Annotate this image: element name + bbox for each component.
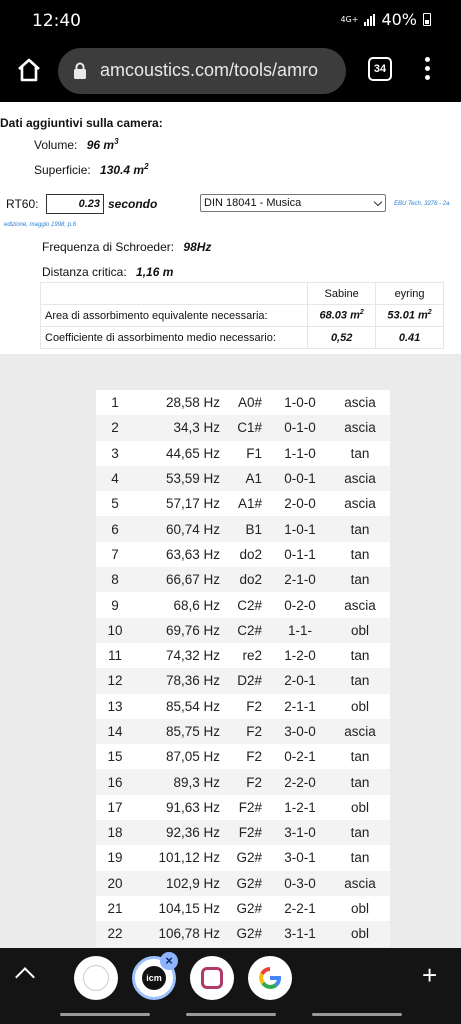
- mode-indices: 1-1-0: [284, 445, 316, 461]
- mode-note: A1#: [237, 496, 262, 512]
- network-type: 4G+: [340, 14, 359, 24]
- rt60-input[interactable]: 0.23: [46, 194, 104, 214]
- mode-index: 3: [111, 445, 119, 461]
- row-coeff-label: Coefficiente di assorbimento medio necessario:: [41, 327, 308, 349]
- mode-index: 13: [107, 698, 123, 714]
- row-coeff-sabine: 0,52: [308, 327, 376, 349]
- mode-type: tan: [350, 521, 370, 537]
- mode-index: 10: [107, 622, 123, 638]
- mode-frequency: 53,59 Hz: [165, 471, 220, 487]
- mode-note: do2: [239, 546, 262, 562]
- mode-indices: 2-0-0: [284, 496, 316, 512]
- mode-frequency: 101,12 Hz: [158, 850, 220, 866]
- mode-frequency: 85,54 Hz: [165, 698, 220, 714]
- mode-index: 2: [111, 420, 119, 436]
- mode-row: [96, 415, 390, 440]
- absorption-row-coeff: [41, 327, 444, 349]
- schroeder-value: 98Hz: [183, 240, 212, 254]
- mode-row: [96, 820, 390, 845]
- surface-row: [34, 162, 149, 177]
- battery-percent: 40%: [381, 10, 417, 29]
- mode-type: ascia: [344, 471, 376, 487]
- critical-distance-value: 1,16 m: [136, 265, 174, 279]
- overflow-menu-icon[interactable]: [421, 55, 433, 85]
- mode-row: [96, 618, 390, 643]
- mode-row: [96, 744, 390, 769]
- surface-unit-sup: 2: [144, 162, 149, 171]
- mode-frequency: 60,74 Hz: [165, 521, 220, 537]
- google-icon: [259, 967, 281, 989]
- mode-frequency: 44,65 Hz: [165, 445, 220, 461]
- mode-frequency: 28,58 Hz: [165, 395, 220, 411]
- mode-frequency: 78,36 Hz: [165, 673, 220, 689]
- schroeder-label: Frequenza di Schroeder:: [42, 240, 175, 254]
- absorption-header-row: [41, 283, 444, 305]
- mode-row: [96, 921, 390, 946]
- mode-row: [96, 896, 390, 921]
- mode-indices: 3-1-0: [284, 825, 316, 841]
- mode-index: 1: [111, 395, 119, 411]
- tab-google[interactable]: [248, 956, 292, 1000]
- lock-icon: [73, 62, 87, 80]
- url-bar[interactable]: [58, 48, 346, 94]
- mode-row: [96, 542, 390, 567]
- mode-frequency: 92,36 Hz: [165, 825, 220, 841]
- rt60-unit: secondo: [108, 197, 158, 211]
- absorption-table: [40, 282, 444, 349]
- mode-indices: 0-0-1: [284, 471, 316, 487]
- mode-indices: 1-0-0: [284, 395, 316, 411]
- mode-type: tan: [350, 546, 370, 562]
- reference-link-cont[interactable]: edizione, maggio 1998, p.6: [4, 222, 77, 228]
- mode-index: 7: [111, 546, 119, 562]
- mode-row: [96, 466, 390, 491]
- mode-index: 11: [107, 648, 122, 664]
- mode-type: tan: [350, 648, 370, 664]
- mode-indices: 1-2-0: [284, 648, 316, 664]
- mode-type: obl: [350, 698, 369, 714]
- mode-index: 16: [107, 774, 123, 790]
- mode-index: 19: [107, 850, 123, 866]
- url-text: amcoustics.com/tools/amro: [100, 60, 319, 80]
- mode-type: ascia: [344, 724, 376, 739]
- mode-indices: 2-2-0: [284, 774, 316, 790]
- mode-note: C2#: [237, 597, 262, 613]
- mode-type: tan: [350, 445, 370, 461]
- row-area-sabine: 68.03 $m^2$: [308, 305, 376, 327]
- browser-toolbar: [0, 42, 461, 102]
- mode-note: C1#: [237, 420, 262, 436]
- standard-select-value: DIN 18041 - Musica: [204, 197, 302, 209]
- tab-bar: [0, 948, 461, 1006]
- chevron-up-icon[interactable]: [15, 967, 35, 987]
- mode-type: ascia: [344, 597, 376, 613]
- absorption-row-area: [41, 305, 444, 327]
- mode-row: [96, 769, 390, 794]
- surface-label: Superficie:: [34, 163, 91, 177]
- mode-row: [96, 694, 390, 719]
- mode-note: F2: [246, 749, 262, 765]
- mode-type: obl: [350, 622, 369, 638]
- mode-index: 21: [107, 901, 123, 917]
- mode-type: ascia: [344, 496, 376, 512]
- mode-note: G2#: [236, 901, 262, 917]
- mode-index: 4: [111, 471, 119, 487]
- mode-indices: 0-2-1: [284, 749, 316, 765]
- mode-indices: 1-1-: [287, 622, 312, 638]
- mode-frequency: 87,05 Hz: [165, 749, 220, 765]
- mode-index: 17: [107, 799, 123, 815]
- nav-handle-right: [312, 1013, 402, 1016]
- room-info-panel: [0, 102, 461, 354]
- mode-frequency: 85,75 Hz: [165, 724, 220, 739]
- row-area-eyring: 53.01 $m^2$: [376, 305, 444, 327]
- mode-frequency: 104,15 Hz: [158, 901, 220, 917]
- mode-type: tan: [350, 572, 370, 588]
- mode-indices: 0-1-0: [284, 420, 316, 436]
- nav-handle-left: [60, 1013, 150, 1016]
- instagram-icon: [201, 967, 223, 989]
- mode-type: obl: [350, 901, 369, 917]
- reference-link[interactable]: EBU Tech. 3276 - 2a: [394, 201, 450, 207]
- mode-frequency: 34,3 Hz: [173, 420, 220, 436]
- mode-frequency: 68,6 Hz: [173, 597, 220, 613]
- schroeder-row: [42, 240, 211, 254]
- mode-note: F1: [246, 445, 262, 461]
- status-time: 12:40: [32, 11, 81, 31]
- row-area-label: Area di assorbimento equivalente necessaria:: [41, 305, 308, 327]
- volume-label: Volume:: [34, 138, 78, 152]
- col-eyring: eyring: [376, 283, 444, 305]
- critical-distance-row: [42, 265, 173, 279]
- mode-indices: 2-1-1: [284, 698, 316, 714]
- close-tab-icon[interactable]: ×: [160, 952, 178, 970]
- mode-frequency: 89,3 Hz: [173, 774, 220, 790]
- mode-row: [96, 516, 390, 541]
- volume-value: 96 m: [86, 138, 115, 152]
- mode-type: ascia: [344, 875, 376, 891]
- mode-note: G2#: [236, 926, 262, 942]
- mode-index: 15: [107, 749, 123, 765]
- mode-index: 8: [111, 572, 119, 588]
- mode-indices: 3-1-1: [284, 926, 316, 942]
- mode-frequency: 102,9 Hz: [165, 875, 220, 891]
- tab-music-cafe[interactable]: [74, 956, 118, 1000]
- mode-indices: 3-0-1: [284, 850, 316, 866]
- mode-row: [96, 871, 390, 896]
- mode-type: tan: [350, 825, 370, 841]
- mode-type: obl: [350, 799, 369, 815]
- mode-note: A1: [245, 471, 262, 487]
- mode-row: [96, 390, 390, 415]
- status-bar: [0, 0, 461, 42]
- mode-frequency: 106,78 Hz: [158, 926, 220, 942]
- mode-index: 12: [107, 673, 123, 689]
- mode-note: re2: [242, 648, 262, 664]
- mode-index: 9: [111, 597, 119, 613]
- nav-handle-center: [186, 1013, 276, 1016]
- critical-distance-label: Distanza critica:: [42, 265, 127, 279]
- mode-row: [96, 567, 390, 592]
- battery-icon: [423, 13, 431, 26]
- row-coeff-eyring: 0.41: [376, 327, 444, 349]
- mode-note: F2#: [238, 799, 262, 815]
- status-right: [340, 10, 431, 29]
- mode-note: B1: [245, 521, 262, 537]
- mode-row: [96, 719, 390, 744]
- mode-index: 22: [107, 926, 123, 942]
- mode-row: [96, 592, 390, 617]
- rt60-label: RT60:: [6, 197, 39, 211]
- home-icon[interactable]: [14, 55, 44, 85]
- standard-select[interactable]: [200, 194, 386, 212]
- mode-type: ascia: [344, 395, 376, 411]
- new-tab-icon[interactable]: +: [422, 960, 438, 990]
- mode-frequency: 91,63 Hz: [165, 799, 220, 815]
- mode-indices: 3-0-0: [284, 724, 316, 739]
- music-cafe-icon: [83, 965, 109, 991]
- mode-row: [96, 643, 390, 668]
- mode-note: C2#: [237, 622, 262, 638]
- col-sabine: Sabine: [308, 283, 376, 305]
- mode-row: [96, 441, 390, 466]
- mode-row: [96, 668, 390, 693]
- mode-note: do2: [239, 572, 262, 588]
- tab-switcher-button[interactable]: 34: [368, 57, 392, 81]
- mode-indices: 0-3-0: [284, 875, 316, 891]
- mode-type: tan: [350, 850, 370, 866]
- chevron-down-icon: [374, 198, 382, 206]
- mode-row: [96, 795, 390, 820]
- mode-note: G2#: [236, 850, 262, 866]
- mode-type: ascia: [344, 420, 376, 436]
- signal-icon: [364, 14, 375, 26]
- mode-note: G2#: [236, 875, 262, 891]
- mode-note: F2: [246, 698, 262, 714]
- mode-index: 18: [107, 825, 123, 841]
- mode-indices: 2-1-0: [284, 572, 316, 588]
- mode-note: F2: [246, 774, 262, 790]
- room-modes-table: [96, 390, 390, 947]
- mode-index: 5: [111, 496, 119, 512]
- system-nav-bar: [0, 1006, 461, 1024]
- mode-index: 14: [107, 724, 123, 739]
- mode-indices: 0-1-1: [284, 546, 316, 562]
- mode-index: 6: [111, 521, 119, 537]
- mode-note: D2#: [237, 673, 262, 689]
- mode-index: 20: [107, 875, 123, 891]
- mode-frequency: 66,67 Hz: [165, 572, 220, 588]
- surface-value: 130.4 m: [100, 163, 145, 177]
- mode-type: tan: [350, 774, 370, 790]
- tab-instagram[interactable]: [190, 956, 234, 1000]
- mode-type: obl: [350, 926, 369, 942]
- mode-indices: 2-0-1: [284, 673, 316, 689]
- mode-frequency: 57,17 Hz: [165, 496, 220, 512]
- mode-indices: 1-2-1: [284, 799, 316, 815]
- mode-indices: 0-2-0: [284, 597, 316, 613]
- mode-frequency: 74,32 Hz: [165, 648, 220, 664]
- mode-type: tan: [350, 673, 370, 689]
- volume-unit-sup: 3: [114, 137, 119, 146]
- mode-type: tan: [350, 749, 370, 765]
- mode-row: [96, 491, 390, 516]
- mode-note: F2#: [238, 825, 262, 841]
- volume-row: [34, 137, 119, 152]
- mode-indices: 2-2-1: [284, 901, 316, 917]
- mode-frequency: 63,63 Hz: [165, 546, 220, 562]
- mode-note: F2: [246, 724, 262, 739]
- section-title: Dati aggiuntivi sulla camera:: [0, 116, 163, 130]
- mode-frequency: 69,76 Hz: [165, 622, 220, 638]
- mode-row: [96, 845, 390, 870]
- mode-indices: 1-0-1: [284, 521, 316, 537]
- icm-icon: icm: [142, 966, 166, 990]
- mode-note: A0#: [237, 395, 262, 411]
